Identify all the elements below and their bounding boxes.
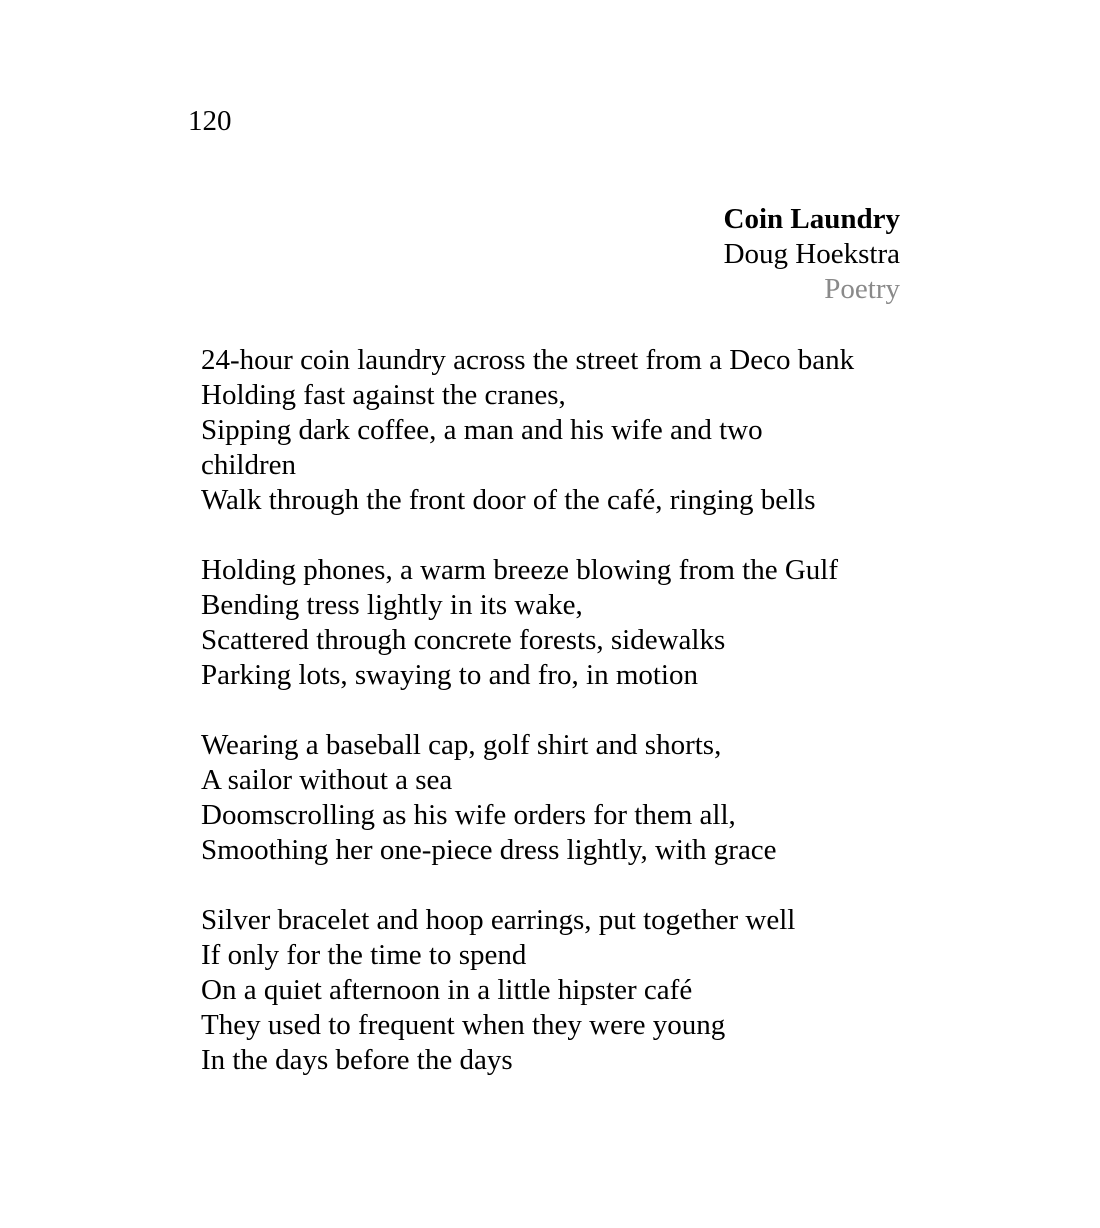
poem-line: Parking lots, swaying to and fro, in motion xyxy=(201,659,698,691)
poem-line: Smoothing her one-piece dress lightly, with grace xyxy=(201,834,777,866)
poem-line: Silver bracelet and hoop earrings, put together well xyxy=(201,904,796,936)
page-number: 120 xyxy=(188,105,232,137)
poem-line: Doomscrolling as his wife orders for them all, xyxy=(201,799,736,831)
poem-line: On a quiet afternoon in a little hipster café xyxy=(201,974,693,1006)
poem-body xyxy=(201,343,921,1113)
poem-line: Walk through the front door of the café, ringing bells xyxy=(201,484,816,516)
poem-line: Scattered through concrete forests, sidewalks xyxy=(201,624,726,656)
poem-author: Doug Hoekstra xyxy=(723,238,900,270)
poem-line: Holding fast against the cranes, xyxy=(201,379,566,411)
poem-line: Sipping dark coffee, a man and his wife and two xyxy=(201,414,763,446)
poem-line: children xyxy=(201,449,297,481)
poem-line: If only for the time to spend xyxy=(201,939,527,971)
poem-line: Wearing a baseball cap, golf shirt and shorts, xyxy=(201,729,722,761)
poem-line: In the days before the days xyxy=(201,1044,513,1076)
poem-line: 24-hour coin laundry across the street from a Deco bank xyxy=(201,344,855,376)
poem-header xyxy=(724,202,900,307)
poem-category: Poetry xyxy=(824,273,900,305)
poem-line: They used to frequent when they were young xyxy=(201,1009,726,1041)
stanza-2 xyxy=(201,553,921,693)
poem-title: Coin Laundry xyxy=(723,203,900,235)
poem-line: Bending tress lightly in its wake, xyxy=(201,589,583,621)
poem-line: A sailor without a sea xyxy=(201,764,453,796)
stanza-3 xyxy=(201,728,921,868)
poem-line: Holding phones, a warm breeze blowing from the Gulf xyxy=(201,554,839,586)
stanza-1 xyxy=(201,343,921,518)
stanza-4 xyxy=(201,903,921,1078)
